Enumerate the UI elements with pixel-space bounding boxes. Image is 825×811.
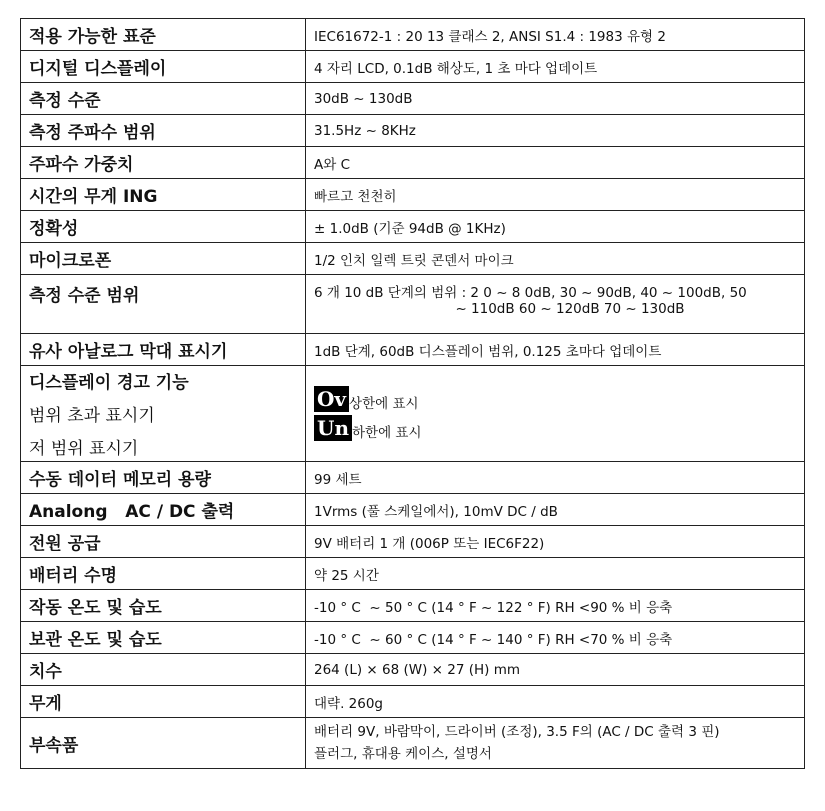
table-row <box>21 211 805 243</box>
value-line: 6 개 10 dB 단계의 범위 : 2 0 ~ 8 0dB, 30 ~ 90dB, 40 ~ 100dB, 50 <box>314 285 747 301</box>
table-row <box>21 243 805 275</box>
row-label: 부속품 <box>21 718 306 769</box>
table-row <box>21 686 805 718</box>
row-label: 무게 <box>21 686 306 718</box>
row-label: 수동 데이터 메모리 용량 <box>21 462 306 494</box>
row-value: -10 ° C ~ 50 ° C (14 ° F ~ 122 ° F) RH <90 % 비 응축 <box>306 590 805 622</box>
table-row <box>21 718 805 769</box>
table-row <box>21 654 805 686</box>
row-label: 유사 아날로그 막대 표시기 <box>21 334 306 366</box>
row-label: 적용 가능한 표준 <box>21 19 306 51</box>
row-value: 약 25 시간 <box>306 558 805 590</box>
over-range-label: 범위 초과 표시기 <box>29 406 155 426</box>
row-value: 1dB 단계, 60dB 디스플레이 범위, 0.125 초마다 업데이트 <box>306 334 805 366</box>
row-value <box>306 718 805 769</box>
value-line: 플러그, 휴대용 케이스, 설명서 <box>314 746 492 762</box>
spec-table <box>20 18 805 769</box>
table-row <box>21 622 805 654</box>
table-row <box>21 51 805 83</box>
row-value: 1Vrms (풀 스케일에서), 10mV DC / dB <box>306 494 805 526</box>
un-badge-icon: Un <box>314 415 352 441</box>
table-row <box>21 147 805 179</box>
row-value: ± 1.0dB (기준 94dB @ 1KHz) <box>306 211 805 243</box>
row-value: 99 세트 <box>306 462 805 494</box>
row-label: 정확성 <box>21 211 306 243</box>
table-row <box>21 494 805 526</box>
row-value: 빠르고 천천히 <box>306 179 805 211</box>
table-row <box>21 275 805 334</box>
row-label: Analong AC / DC 출력 <box>21 494 306 526</box>
row-value: 31.5Hz ~ 8KHz <box>306 115 805 147</box>
value-line: ~ 110dB 60 ~ 120dB 70 ~ 130dB <box>455 301 685 317</box>
table-row <box>21 334 805 366</box>
row-value: 9V 배터리 1 개 (006P 또는 IEC6F22) <box>306 526 805 558</box>
row-value: 4 자리 LCD, 0.1dB 해상도, 1 초 마다 업데이트 <box>306 51 805 83</box>
table-row <box>21 558 805 590</box>
table-row <box>21 115 805 147</box>
under-range-label: 저 범위 표시기 <box>29 439 139 459</box>
row-label: 측정 수준 범위 <box>21 275 306 334</box>
row-value: 264 (L) × 68 (W) × 27 (H) mm <box>306 654 805 686</box>
under-indicator <box>314 415 796 441</box>
row-label: 보관 온도 및 습도 <box>21 622 306 654</box>
row-label <box>21 366 306 462</box>
ov-badge-text: 상한에 표시 <box>349 396 419 412</box>
row-label: 작동 온도 및 습도 <box>21 590 306 622</box>
row-value <box>306 275 805 334</box>
row-value: 30dB ~ 130dB <box>306 83 805 115</box>
row-value: A와 C <box>306 147 805 179</box>
table-row <box>21 366 805 462</box>
table-row <box>21 462 805 494</box>
row-value: 대략. 260g <box>306 686 805 718</box>
table-row <box>21 526 805 558</box>
table-row <box>21 83 805 115</box>
table-row <box>21 179 805 211</box>
value-line: 배터리 9V, 바람막이, 드라이버 (조정), 3.5 F의 (AC / DC 출력 3 핀) <box>314 724 720 740</box>
over-indicator <box>314 386 796 412</box>
row-value: -10 ° C ~ 60 ° C (14 ° F ~ 140 ° F) RH <70 % 비 응축 <box>306 622 805 654</box>
table-row <box>21 590 805 622</box>
row-value <box>306 366 805 462</box>
row-label: 주파수 가중치 <box>21 147 306 179</box>
row-label: 치수 <box>21 654 306 686</box>
row-label: 측정 수준 <box>21 83 306 115</box>
row-label: 디지털 디스플레이 <box>21 51 306 83</box>
un-badge-text: 하한에 표시 <box>351 425 422 441</box>
row-label: 마이크로폰 <box>21 243 306 275</box>
row-label: 전원 공급 <box>21 526 306 558</box>
row-value: IEC61672-1 : 20 13 클래스 2, ANSI S1.4 : 1983 유형 2 <box>306 19 805 51</box>
row-label: 측정 주파수 범위 <box>21 115 306 147</box>
row-value: 1/2 인치 일렉 트릿 콘덴서 마이크 <box>306 243 805 275</box>
warning-heading: 디스플레이 경고 기능 <box>29 373 189 393</box>
row-label: 시간의 무게 ING <box>21 179 306 211</box>
row-label: 배터리 수명 <box>21 558 306 590</box>
ov-badge-icon: Ov <box>314 386 349 412</box>
table-row <box>21 19 805 51</box>
